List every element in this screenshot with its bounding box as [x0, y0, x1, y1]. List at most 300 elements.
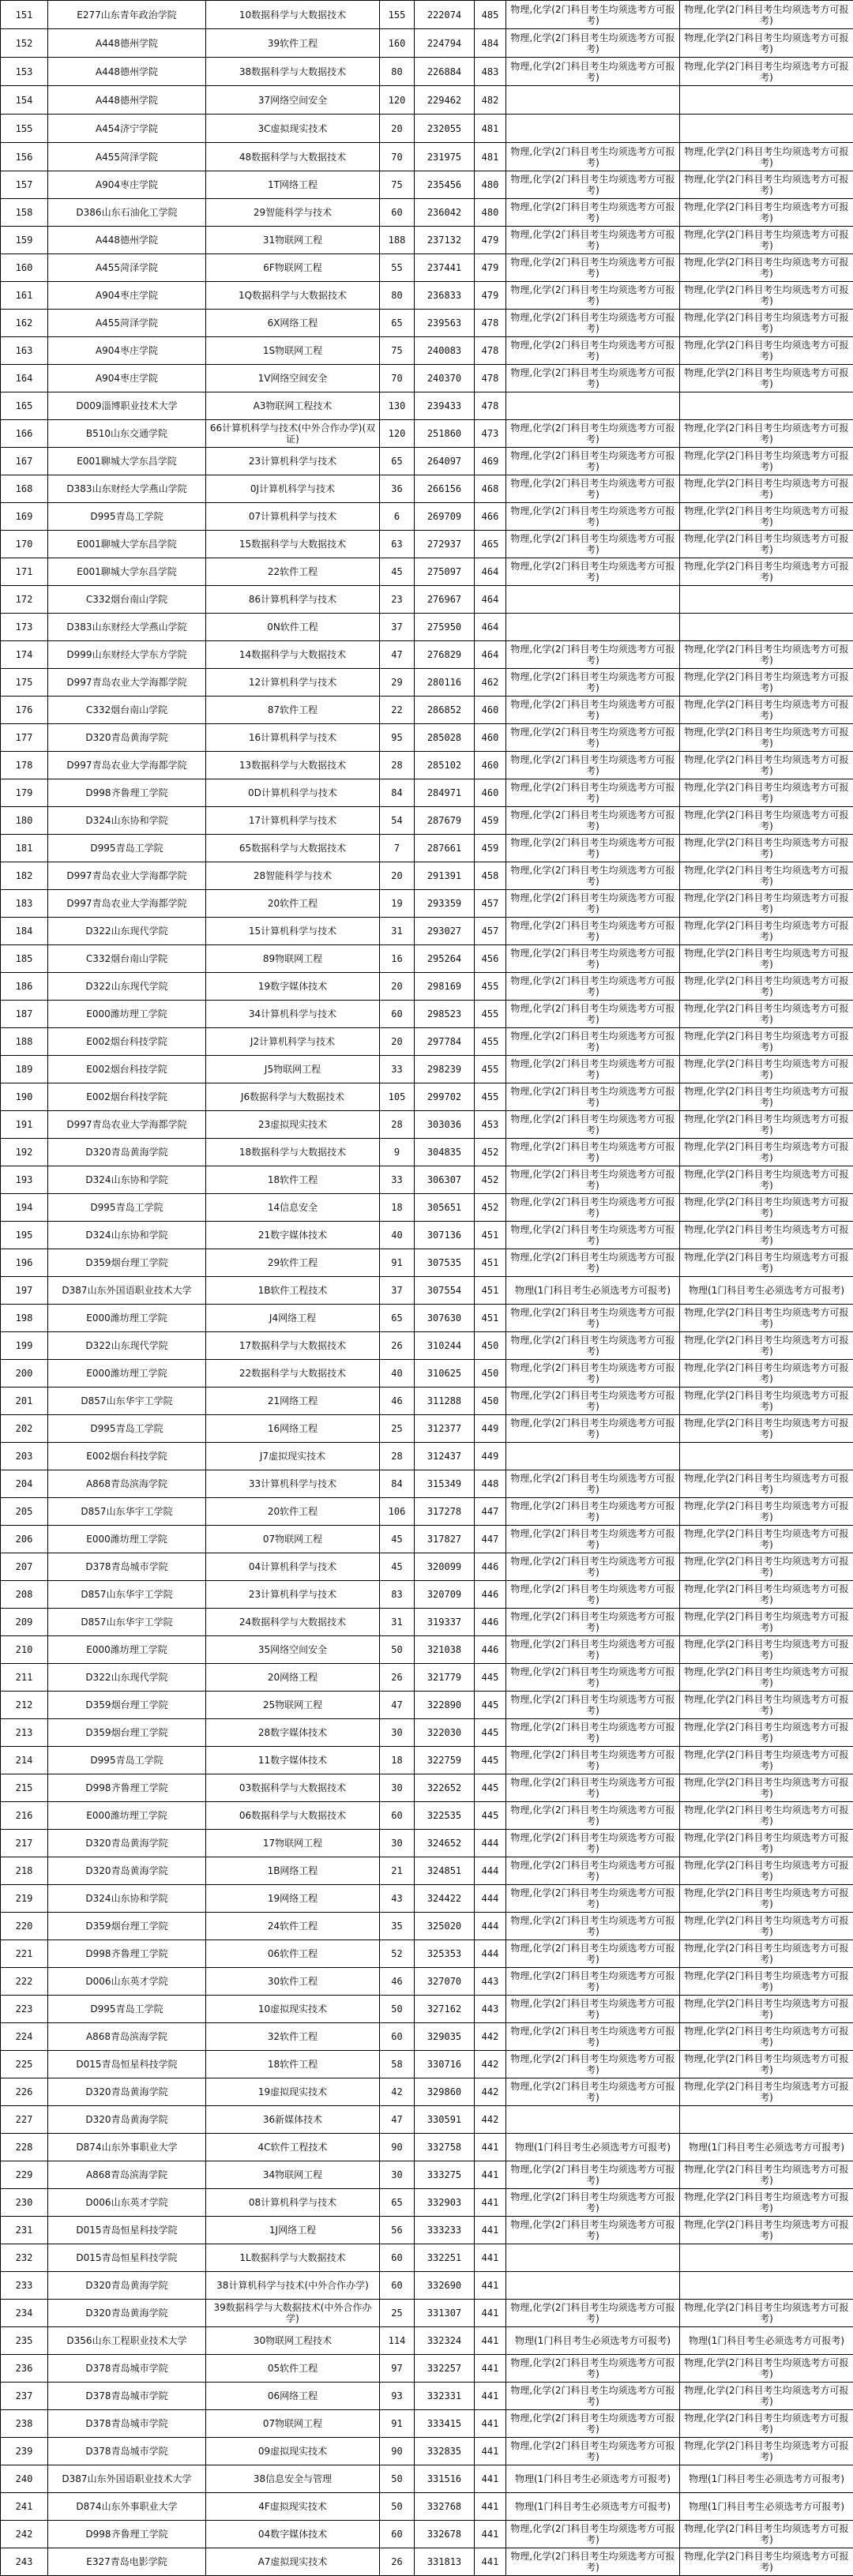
cell-plan: 65 [380, 2189, 415, 2217]
cell-subject-req: 物理,化学(2门科目考生均须选考方可报考) [506, 199, 680, 227]
cell-plan: 30 [380, 1830, 415, 1857]
cell-subject-req-2: 物理,化学(2门科目考生均须选考方可报考) [680, 1719, 853, 1747]
cell-subject-req-2: 物理,化学(2门科目考生均须选考方可报考) [680, 1968, 853, 1996]
cell-subject-req [506, 392, 680, 420]
table-row [1, 227, 853, 254]
table-row [1, 2438, 853, 2465]
cell-rank: 264097 [415, 448, 475, 475]
cell-plan: 28 [380, 752, 415, 779]
cell-subject-req-2: 物理,化学(2门科目考生均须选考方可报考) [680, 2410, 853, 2438]
table-row [1, 835, 853, 862]
cell-subject-req-2: 物理,化学(2门科目考生均须选考方可报考) [680, 1111, 853, 1139]
cell-index: 239 [1, 2438, 48, 2465]
cell-subject-req: 物理,化学(2门科目考生均须选考方可报考) [506, 1885, 680, 1913]
table-row [1, 1332, 853, 1360]
cell-score: 480 [475, 171, 506, 199]
cell-school: E277山东青年政治学院 [48, 1, 206, 29]
cell-score: 442 [475, 2078, 506, 2106]
table-row [1, 1636, 853, 1664]
cell-index: 240 [1, 2465, 48, 2493]
cell-rank: 237132 [415, 227, 475, 254]
cell-major: 22软件工程 [206, 558, 380, 586]
cell-major: 1B网络工程 [206, 1857, 380, 1885]
cell-rank: 324422 [415, 1885, 475, 1913]
cell-subject-req-2 [680, 2244, 853, 2272]
cell-score: 455 [475, 1056, 506, 1083]
cell-subject-req-2: 物理,化学(2门科目考生均须选考方可报考) [680, 1747, 853, 1774]
cell-school: D995青岛工学院 [48, 1194, 206, 1222]
cell-index: 213 [1, 1719, 48, 1747]
cell-score: 444 [475, 1913, 506, 1940]
table-row [1, 1139, 853, 1166]
cell-subject-req: 物理,化学(2门科目考生均须选考方可报考) [506, 1609, 680, 1636]
cell-score: 441 [475, 2355, 506, 2383]
cell-subject-req: 物理,化学(2门科目考生均须选考方可报考) [506, 1802, 680, 1830]
cell-subject-req: 物理,化学(2门科目考生均须选考方可报考) [506, 1636, 680, 1664]
cell-major: 17物联网工程 [206, 1830, 380, 1857]
cell-school: E002烟台科技学院 [48, 1056, 206, 1083]
cell-school: D997青岛农业大学海都学院 [48, 669, 206, 697]
cell-major: 28智能科学与技术 [206, 862, 380, 890]
cell-index: 200 [1, 1360, 48, 1388]
cell-major: 22数据科学与大数据技术 [206, 1360, 380, 1388]
cell-school: A904枣庄学院 [48, 171, 206, 199]
cell-score: 484 [475, 29, 506, 58]
cell-subject-req: 物理,化学(2门科目考生均须选考方可报考) [506, 1332, 680, 1360]
cell-subject-req: 物理,化学(2门科目考生均须选考方可报考) [506, 2023, 680, 2051]
cell-rank: 311288 [415, 1388, 475, 1415]
table-row [1, 1774, 853, 1802]
cell-plan: 19 [380, 890, 415, 918]
cell-school: D324山东协和学院 [48, 1166, 206, 1194]
cell-plan: 63 [380, 531, 415, 558]
cell-rank: 236042 [415, 199, 475, 227]
cell-index: 242 [1, 2521, 48, 2548]
table-row [1, 1111, 853, 1139]
cell-index: 203 [1, 1443, 48, 1470]
cell-major: 08计算机科学与技术 [206, 2189, 380, 2217]
cell-subject-req-2: 物理,化学(2门科目考生均须选考方可报考) [680, 1360, 853, 1388]
cell-score: 478 [475, 392, 506, 420]
cell-plan: 18 [380, 1747, 415, 1774]
cell-major: 06数据科学与大数据技术 [206, 1802, 380, 1830]
cell-index: 158 [1, 199, 48, 227]
cell-school: E000潍坊理工学院 [48, 1526, 206, 1553]
cell-index: 210 [1, 1636, 48, 1664]
cell-subject-req-2: 物理,化学(2门科目考生均须选考方可报考) [680, 2355, 853, 2383]
cell-rank: 286852 [415, 697, 475, 724]
cell-plan: 47 [380, 2106, 415, 2134]
cell-score: 455 [475, 1001, 506, 1028]
cell-plan: 36 [380, 475, 415, 503]
cell-index: 234 [1, 2300, 48, 2327]
table-row [1, 1581, 853, 1609]
cell-subject-req: 物理,化学(2门科目考生均须选考方可报考) [506, 143, 680, 171]
cell-rank: 295264 [415, 945, 475, 973]
cell-plan: 31 [380, 1609, 415, 1636]
cell-rank: 330591 [415, 2106, 475, 2134]
cell-rank: 332690 [415, 2272, 475, 2300]
cell-major: 09虚拟现实技术 [206, 2438, 380, 2465]
cell-subject-req: 物理,化学(2门科目考生均须选考方可报考) [506, 2300, 680, 2327]
cell-plan: 65 [380, 448, 415, 475]
cell-subject-req: 物理,化学(2门科目考生均须选考方可报考) [506, 1305, 680, 1332]
cell-subject-req-2: 物理,化学(2门科目考生均须选考方可报考) [680, 1249, 853, 1277]
cell-major: 04计算机科学与技术 [206, 1553, 380, 1581]
cell-rank: 329035 [415, 2023, 475, 2051]
cell-index: 228 [1, 2134, 48, 2161]
cell-major: 31物联网工程 [206, 227, 380, 254]
cell-school: A448德州学院 [48, 227, 206, 254]
cell-score: 443 [475, 1996, 506, 2023]
cell-plan: 60 [380, 199, 415, 227]
cell-major: 1S物联网工程 [206, 337, 380, 365]
cell-major: 65数据科学与大数据技术 [206, 835, 380, 862]
cell-rank: 327070 [415, 1968, 475, 1996]
cell-major: 38计算机科学与技术(中外合作办学) [206, 2272, 380, 2300]
cell-plan: 28 [380, 1111, 415, 1139]
cell-score: 445 [475, 1747, 506, 1774]
cell-subject-req: 物理,化学(2门科目考生均须选考方可报考) [506, 1774, 680, 1802]
cell-school: D387山东外国语职业技术大学 [48, 1277, 206, 1305]
cell-subject-req-2: 物理,化学(2门科目考生均须选考方可报考) [680, 420, 853, 448]
cell-rank: 332251 [415, 2244, 475, 2272]
cell-plan: 20 [380, 1028, 415, 1056]
cell-school: D999山东财经大学东方学院 [48, 641, 206, 669]
table-row [1, 1968, 853, 1996]
cell-index: 202 [1, 1415, 48, 1443]
cell-subject-req-2: 物理,化学(2门科目考生均须选考方可报考) [680, 448, 853, 475]
cell-subject-req: 物理,化学(2门科目考生均须选考方可报考) [506, 2189, 680, 2217]
cell-subject-req: 物理,化学(2门科目考生均须选考方可报考) [506, 1692, 680, 1719]
cell-school: D857山东华宇工学院 [48, 1498, 206, 1526]
cell-major: 18数据科学与大数据技术 [206, 1139, 380, 1166]
cell-rank: 310625 [415, 1360, 475, 1388]
cell-plan: 60 [380, 2244, 415, 2272]
cell-plan: 60 [380, 1802, 415, 1830]
table-row [1, 2548, 853, 2576]
cell-school: A904枣庄学院 [48, 365, 206, 392]
cell-plan: 18 [380, 1194, 415, 1222]
cell-subject-req-2: 物理,化学(2门科目考生均须选考方可报考) [680, 199, 853, 227]
cell-plan: 155 [380, 1, 415, 29]
cell-index: 163 [1, 337, 48, 365]
cell-index: 160 [1, 254, 48, 282]
cell-index: 205 [1, 1498, 48, 1526]
cell-score: 445 [475, 1664, 506, 1692]
cell-index: 155 [1, 115, 48, 143]
cell-rank: 333233 [415, 2217, 475, 2244]
cell-subject-req: 物理,化学(2门科目考生均须选考方可报考) [506, 2355, 680, 2383]
cell-score: 441 [475, 2272, 506, 2300]
cell-index: 241 [1, 2493, 48, 2521]
cell-rank: 297784 [415, 1028, 475, 1056]
cell-school: D997青岛农业大学海都学院 [48, 752, 206, 779]
table-row [1, 724, 853, 752]
cell-rank: 305651 [415, 1194, 475, 1222]
cell-index: 194 [1, 1194, 48, 1222]
cell-major: 13数据科学与大数据技术 [206, 752, 380, 779]
cell-subject-req: 物理,化学(2门科目考生均须选考方可报考) [506, 1111, 680, 1139]
cell-subject-req-2: 物理,化学(2门科目考生均须选考方可报考) [680, 1001, 853, 1028]
cell-subject-req-2 [680, 2106, 853, 2134]
cell-score: 455 [475, 1028, 506, 1056]
cell-index: 162 [1, 310, 48, 337]
table-row [1, 1056, 853, 1083]
table-row [1, 1526, 853, 1553]
cell-subject-req [506, 2244, 680, 2272]
cell-school: D874山东外事职业大学 [48, 2134, 206, 2161]
table-row [1, 1001, 853, 1028]
cell-index: 226 [1, 2078, 48, 2106]
cell-major: 23计算机科学与技术 [206, 1581, 380, 1609]
cell-subject-req [506, 614, 680, 641]
cell-rank: 307136 [415, 1222, 475, 1249]
table-row [1, 2327, 853, 2355]
cell-major: 19数字媒体技术 [206, 973, 380, 1001]
cell-rank: 303036 [415, 1111, 475, 1139]
cell-score: 464 [475, 641, 506, 669]
cell-rank: 332758 [415, 2134, 475, 2161]
cell-rank: 310244 [415, 1332, 475, 1360]
cell-index: 188 [1, 1028, 48, 1056]
cell-plan: 95 [380, 724, 415, 752]
cell-score: 460 [475, 697, 506, 724]
cell-subject-req-2: 物理,化学(2门科目考生均须选考方可报考) [680, 58, 853, 86]
cell-major: 1B软件工程技术 [206, 1277, 380, 1305]
cell-school: E001聊城大学东昌学院 [48, 531, 206, 558]
cell-plan: 30 [380, 1774, 415, 1802]
cell-school: E000潍坊理工学院 [48, 1360, 206, 1388]
cell-school: D320青岛黄海学院 [48, 2272, 206, 2300]
cell-subject-req: 物理,化学(2门科目考生均须选考方可报考) [506, 1139, 680, 1166]
cell-subject-req: 物理,化学(2门科目考生均须选考方可报考) [506, 835, 680, 862]
cell-index: 157 [1, 171, 48, 199]
cell-subject-req-2: 物理,化学(2门科目考生均须选考方可报考) [680, 1470, 853, 1498]
cell-plan: 20 [380, 862, 415, 890]
cell-score: 441 [475, 2548, 506, 2576]
table-row [1, 2493, 853, 2521]
cell-major: 39数据科学与大数据技术(中外合作办学) [206, 2300, 380, 2327]
cell-score: 441 [475, 2217, 506, 2244]
cell-subject-req-2: 物理,化学(2门科目考生均须选考方可报考) [680, 254, 853, 282]
cell-major: 48数据科学与大数据技术 [206, 143, 380, 171]
cell-score: 445 [475, 1802, 506, 1830]
cell-plan: 22 [380, 697, 415, 724]
table-row [1, 2051, 853, 2078]
table-row [1, 1305, 853, 1332]
cell-index: 153 [1, 58, 48, 86]
table-row [1, 86, 853, 115]
cell-subject-req: 物理,化学(2门科目考生均须选考方可报考) [506, 1056, 680, 1083]
cell-rank: 291391 [415, 862, 475, 890]
table-row [1, 1692, 853, 1719]
cell-rank: 276829 [415, 641, 475, 669]
cell-rank: 251860 [415, 420, 475, 448]
cell-school: D997青岛农业大学海都学院 [48, 862, 206, 890]
cell-rank: 330716 [415, 2051, 475, 2078]
cell-plan: 45 [380, 1553, 415, 1581]
cell-subject-req: 物理,化学(2门科目考生均须选考方可报考) [506, 558, 680, 586]
cell-plan: 160 [380, 29, 415, 58]
table-row [1, 2134, 853, 2161]
cell-plan: 83 [380, 1581, 415, 1609]
cell-plan: 70 [380, 365, 415, 392]
cell-subject-req: 物理,化学(2门科目考生均须选考方可报考) [506, 1968, 680, 1996]
cell-index: 198 [1, 1305, 48, 1332]
cell-school: B510山东交通学院 [48, 420, 206, 448]
cell-score: 478 [475, 337, 506, 365]
cell-school: D322山东现代学院 [48, 1664, 206, 1692]
cell-plan: 43 [380, 1885, 415, 1913]
cell-plan: 26 [380, 1664, 415, 1692]
cell-index: 233 [1, 2272, 48, 2300]
cell-score: 459 [475, 835, 506, 862]
cell-school: A455菏泽学院 [48, 254, 206, 282]
cell-subject-req-2: 物理,化学(2门科目考生均须选考方可报考) [680, 1139, 853, 1166]
table-row [1, 2161, 853, 2189]
cell-subject-req [506, 115, 680, 143]
cell-subject-req-2: 物理,化学(2门科目考生均须选考方可报考) [680, 558, 853, 586]
cell-index: 227 [1, 2106, 48, 2134]
cell-subject-req: 物理(1门科目考生必须选考方可报考) [506, 2465, 680, 2493]
table-row [1, 29, 853, 58]
cell-subject-req: 物理,化学(2门科目考生均须选考方可报考) [506, 724, 680, 752]
table-row [1, 2383, 853, 2410]
cell-subject-req-2 [680, 2272, 853, 2300]
cell-index: 189 [1, 1056, 48, 1083]
cell-score: 479 [475, 254, 506, 282]
cell-subject-req: 物理,化学(2门科目考生均须选考方可报考) [506, 2161, 680, 2189]
cell-subject-req-2: 物理,化学(2门科目考生均须选考方可报考) [680, 890, 853, 918]
cell-subject-req: 物理,化学(2门科目考生均须选考方可报考) [506, 2548, 680, 2576]
cell-rank: 232055 [415, 115, 475, 143]
cell-major: 25物联网工程 [206, 1692, 380, 1719]
cell-score: 445 [475, 1692, 506, 1719]
cell-subject-req-2 [680, 586, 853, 614]
cell-subject-req-2: 物理,化学(2门科目考生均须选考方可报考) [680, 752, 853, 779]
cell-index: 232 [1, 2244, 48, 2272]
cell-index: 180 [1, 807, 48, 835]
table-row [1, 1913, 853, 1940]
cell-rank: 322030 [415, 1719, 475, 1747]
cell-score: 442 [475, 2023, 506, 2051]
cell-school: D006山东英才学院 [48, 2189, 206, 2217]
cell-plan: 54 [380, 807, 415, 835]
cell-major: 89物联网工程 [206, 945, 380, 973]
cell-plan: 80 [380, 282, 415, 310]
cell-subject-req-2: 物理,化学(2门科目考生均须选考方可报考) [680, 807, 853, 835]
cell-school: D320青岛黄海学院 [48, 1830, 206, 1857]
table-row [1, 2244, 853, 2272]
cell-major: 38数据科学与大数据技术 [206, 58, 380, 86]
table-row [1, 1194, 853, 1222]
cell-plan: 6 [380, 503, 415, 531]
cell-index: 237 [1, 2383, 48, 2410]
cell-subject-req-2: 物理,化学(2门科目考生均须选考方可报考) [680, 1553, 853, 1581]
cell-subject-req-2: 物理,化学(2门科目考生均须选考方可报考) [680, 973, 853, 1001]
cell-index: 221 [1, 1940, 48, 1968]
table-row [1, 420, 853, 448]
cell-school: D378青岛城市学院 [48, 1553, 206, 1581]
cell-score: 465 [475, 531, 506, 558]
cell-index: 186 [1, 973, 48, 1001]
cell-score: 458 [475, 862, 506, 890]
cell-index: 183 [1, 890, 48, 918]
cell-subject-req: 物理,化学(2门科目考生均须选考方可报考) [506, 503, 680, 531]
cell-score: 451 [475, 1277, 506, 1305]
cell-subject-req: 物理,化学(2门科目考生均须选考方可报考) [506, 1388, 680, 1415]
cell-rank: 293027 [415, 918, 475, 945]
cell-rank: 333415 [415, 2410, 475, 2438]
cell-major: J7虚拟现实技术 [206, 1443, 380, 1470]
cell-subject-req-2: 物理,化学(2门科目考生均须选考方可报考) [680, 2078, 853, 2106]
cell-subject-req-2: 物理,化学(2门科目考生均须选考方可报考) [680, 2383, 853, 2410]
cell-subject-req-2: 物理,化学(2门科目考生均须选考方可报考) [680, 337, 853, 365]
cell-subject-req-2: 物理,化学(2门科目考生均须选考方可报考) [680, 1802, 853, 1830]
table-row [1, 2272, 853, 2300]
cell-score: 441 [475, 2438, 506, 2465]
table-row [1, 58, 853, 86]
cell-major: 06网络工程 [206, 2383, 380, 2410]
cell-score: 450 [475, 1360, 506, 1388]
cell-plan: 25 [380, 2300, 415, 2327]
cell-plan: 33 [380, 1056, 415, 1083]
cell-major: 3C虚拟现实技术 [206, 115, 380, 143]
cell-rank: 321038 [415, 1636, 475, 1664]
cell-subject-req-2 [680, 115, 853, 143]
cell-rank: 237441 [415, 254, 475, 282]
cell-subject-req: 物理,化学(2门科目考生均须选考方可报考) [506, 779, 680, 807]
cell-rank: 231975 [415, 143, 475, 171]
cell-major: 34物联网工程 [206, 2161, 380, 2189]
table-row [1, 2217, 853, 2244]
table-row [1, 1498, 853, 1526]
cell-major: 19网络工程 [206, 1885, 380, 1913]
cell-subject-req: 物理,化学(2门科目考生均须选考方可报考) [506, 171, 680, 199]
cell-plan: 60 [380, 2272, 415, 2300]
table-row [1, 807, 853, 835]
cell-rank: 322759 [415, 1747, 475, 1774]
cell-major: 35网络空间安全 [206, 1636, 380, 1664]
cell-major: 15数据科学与大数据技术 [206, 531, 380, 558]
cell-major: 30软件工程 [206, 1968, 380, 1996]
cell-major: 16网络工程 [206, 1415, 380, 1443]
cell-subject-req-2: 物理,化学(2门科目考生均须选考方可报考) [680, 475, 853, 503]
cell-school: D009淄博职业技术大学 [48, 392, 206, 420]
cell-score: 464 [475, 586, 506, 614]
cell-rank: 285102 [415, 752, 475, 779]
cell-rank: 287661 [415, 835, 475, 862]
cell-major: 11数字媒体技术 [206, 1747, 380, 1774]
table-row [1, 1222, 853, 1249]
table-row [1, 1360, 853, 1388]
cell-major: 30物联网工程技术 [206, 2327, 380, 2355]
cell-score: 445 [475, 1719, 506, 1747]
cell-index: 219 [1, 1885, 48, 1913]
cell-major: 21数字媒体技术 [206, 1222, 380, 1249]
cell-subject-req-2: 物理,化学(2门科目考生均须选考方可报考) [680, 1885, 853, 1913]
cell-school: D322山东现代学院 [48, 973, 206, 1001]
cell-score: 462 [475, 669, 506, 697]
table-body [1, 1, 853, 2576]
cell-major: 23虚拟现实技术 [206, 1111, 380, 1139]
cell-score: 483 [475, 58, 506, 86]
cell-subject-req-2: 物理(1门科目考生必须选考方可报考) [680, 2493, 853, 2521]
cell-major: J6数据科学与大数据技术 [206, 1083, 380, 1111]
cell-school: E000潍坊理工学院 [48, 1636, 206, 1664]
cell-subject-req: 物理,化学(2门科目考生均须选考方可报考) [506, 1028, 680, 1056]
